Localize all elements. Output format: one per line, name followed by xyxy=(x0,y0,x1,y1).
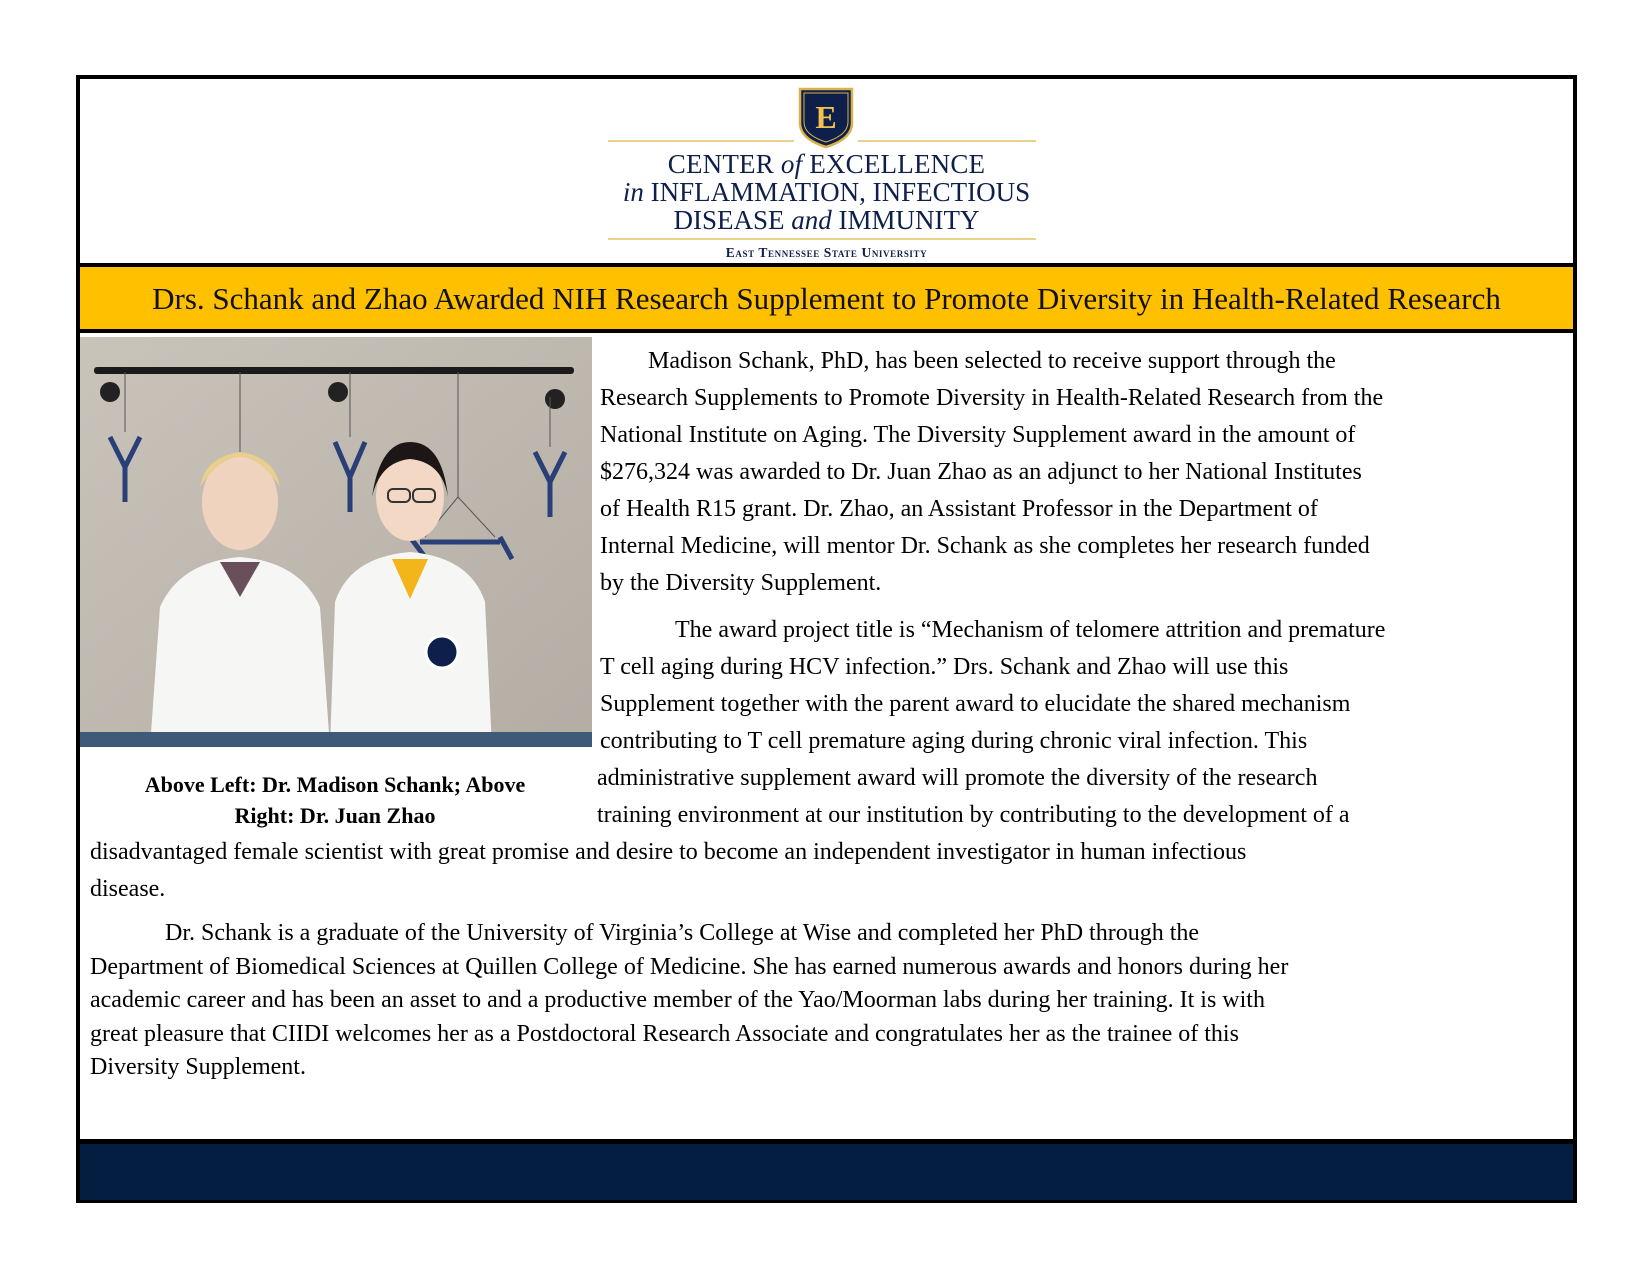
logo-line-3: DISEASE and IMMUNITY xyxy=(673,205,980,235)
text-line: Madison Schank, PhD, has been selected to receive support through the xyxy=(648,348,1336,374)
etsu-shield-icon xyxy=(798,87,854,149)
text-line: of Health R15 grant. Dr. Zhao, an Assistant Professor in the Department of xyxy=(600,496,1318,522)
text-line: Internal Medicine, will mentor Dr. Schank as she completes her research funded xyxy=(600,533,1370,559)
photo-caption xyxy=(90,769,580,831)
text-line: academic career and has been an asset to and a productive member of the Yao/Moorman labs during her training. It is with xyxy=(90,987,1265,1013)
text-line: National Institute on Aging. The Diversity Supplement award in the amount of xyxy=(600,422,1356,448)
text-line: Dr. Schank is a graduate of the University of Virginia’s College at Wise and completed her PhD through the xyxy=(165,920,1200,946)
text-line: disease. xyxy=(90,876,166,902)
ciidi-logo xyxy=(80,79,1573,263)
text-line: T cell aging during HCV infection.” Drs. Schank and Zhao will use this xyxy=(600,654,1289,680)
headline-banner xyxy=(80,263,1573,333)
text-line: Supplement together with the parent award to elucidate the shared mechanism xyxy=(600,691,1351,717)
text-line: Department of Biomedical Sciences at Quillen College of Medicine. She has earned numerous awards and honors during her xyxy=(90,953,1289,980)
text-line: training environment at our institution by contributing to the development of a xyxy=(597,802,1350,828)
footer-bar xyxy=(80,1139,1573,1200)
headline-title: Drs. Schank and Zhao Awarded NIH Research Supplement to Promote Diversity in Health-Related Research xyxy=(152,281,1501,316)
text-line: great pleasure that CIIDI welcomes her as a Postdoctoral Research Associate and congratulates her as the trainee of this xyxy=(90,1020,1239,1047)
text-line: Research Supplements to Promote Diversity in Health-Related Research from the xyxy=(600,385,1384,411)
logo-university: East Tennessee State University xyxy=(725,245,928,260)
article-paragraph-2 xyxy=(597,612,1386,834)
logo-top-rule xyxy=(608,140,794,142)
logo-line-1: CENTER of EXCELLENCE xyxy=(667,149,986,179)
text-line: The award project title is “Mechanism of telomere attrition and premature xyxy=(675,617,1386,643)
researchers-photo xyxy=(80,337,592,747)
text-line: contributing to T cell premature aging during chronic viral infection. This xyxy=(600,728,1308,754)
logo-bottom-rule xyxy=(608,238,1036,240)
text-line: by the Diversity Supplement. xyxy=(600,570,882,596)
caption-line-1: Above Left: Dr. Madison Schank; Above xyxy=(144,772,526,797)
text-line: $276,324 was awarded to Dr. Juan Zhao as an adjunct to her National Institutes xyxy=(600,459,1362,485)
logo-top-rule-right xyxy=(858,140,1036,142)
article-paragraph-3 xyxy=(90,917,1288,1085)
text-line: Diversity Supplement. xyxy=(90,1054,306,1080)
text-line: disadvantaged female scientist with great promise and desire to become an independent investigator in human infectious xyxy=(90,839,1247,865)
newsletter-frame xyxy=(76,75,1577,1203)
svg-text:E: E xyxy=(815,99,837,135)
text-line: administrative supplement award will promote the diversity of the research xyxy=(597,765,1318,791)
article-paragraph-1 xyxy=(600,343,1383,602)
logo-line-2: in INFLAMMATION, INFECTIOUS xyxy=(622,177,1031,207)
article-paragraph-2-continued xyxy=(90,834,1246,908)
photo-illustration xyxy=(80,337,592,747)
caption-line-2: Right: Dr. Juan Zhao xyxy=(234,803,436,828)
